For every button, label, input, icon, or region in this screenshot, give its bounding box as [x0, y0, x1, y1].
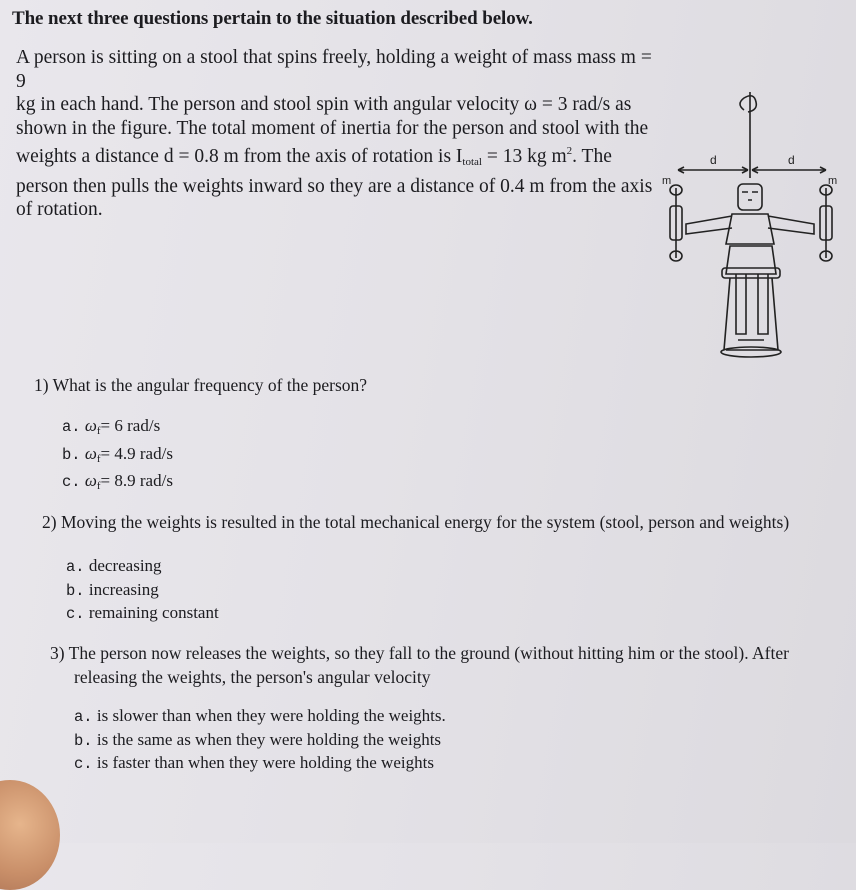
left-dumbbell: [670, 185, 682, 261]
q3-option-a[interactable]: a. is slower than when they were holding the weights.: [74, 706, 446, 726]
stool-seat: [722, 268, 780, 278]
label-m-right: m: [828, 175, 838, 187]
right-dumbbell: [820, 185, 832, 261]
q2-option-b[interactable]: b. increasing: [66, 579, 159, 600]
intro-line-1: A person is sitting on a stool that spins freely, holding a weight of mass mass m = 9: [16, 47, 652, 92]
q3-question-line-1: 3) The person now releases the weights, so they fall to the ground (without hitting him or the stool). After: [50, 643, 789, 663]
torso: [726, 214, 774, 244]
q1-option-c[interactable]: c. $\omega_f= 8.9$ rad/s: [62, 471, 173, 492]
q1-question: 1) What is the angular frequency of the person?: [34, 375, 368, 395]
stool-figure: [656, 88, 846, 388]
intro-line-5: person then pulls the weights inward so they are a distance of 0.4 m from the axis: [16, 175, 653, 197]
label-d-left: d: [710, 153, 717, 167]
legs: [726, 246, 776, 274]
q1-options: [62, 415, 173, 498]
finger-in-photo: [0, 780, 60, 890]
section-header: The next three questions pertain to the situation described below.: [12, 8, 533, 29]
q1-option-b[interactable]: b. $\omega_f= 4.9$ rad/s: [62, 443, 173, 465]
intro-line-3: shown in the figure. The total moment of inertia for the person and stool with the: [16, 117, 649, 139]
q3-question-line-2: releasing the weights, the person's angular velocity: [74, 667, 431, 687]
q3-option-b[interactable]: b. is the same as when they were holding the weights: [74, 729, 442, 750]
q3-options: [74, 705, 446, 776]
right-arm: [768, 216, 814, 234]
q3-option-c[interactable]: c. is faster than when they were holding the weights: [74, 753, 434, 773]
label-d-right: d: [788, 153, 795, 167]
q2-question: 2) Moving the weights is resulted in the total mechanical energy for the system (stool, person and weights): [42, 512, 790, 532]
intro-line-4: weights a distance d = 0.8 m from the axis of rotation is $I_{total} = 13$ kg $m^2$. The: [16, 145, 612, 168]
intro-line-6: of rotation.: [16, 199, 103, 220]
stool-legs: [724, 278, 778, 350]
intro-line-2: kg in each hand. The person and stool spin with angular velocity ω = 3 rad/s as: [16, 94, 632, 115]
q1-option-a[interactable]: a. $\omega_f= 6$ rad/s: [62, 416, 161, 437]
label-m-left: m: [662, 175, 672, 187]
rotation-arrow-icon: [740, 96, 756, 112]
q2-option-c[interactable]: c. remaining constant: [66, 603, 219, 623]
problem-intro: [16, 46, 666, 222]
q2-option-a[interactable]: a. decreasing: [66, 556, 162, 576]
left-arm: [686, 216, 732, 234]
q2-options: [66, 555, 219, 626]
head: [738, 184, 762, 210]
